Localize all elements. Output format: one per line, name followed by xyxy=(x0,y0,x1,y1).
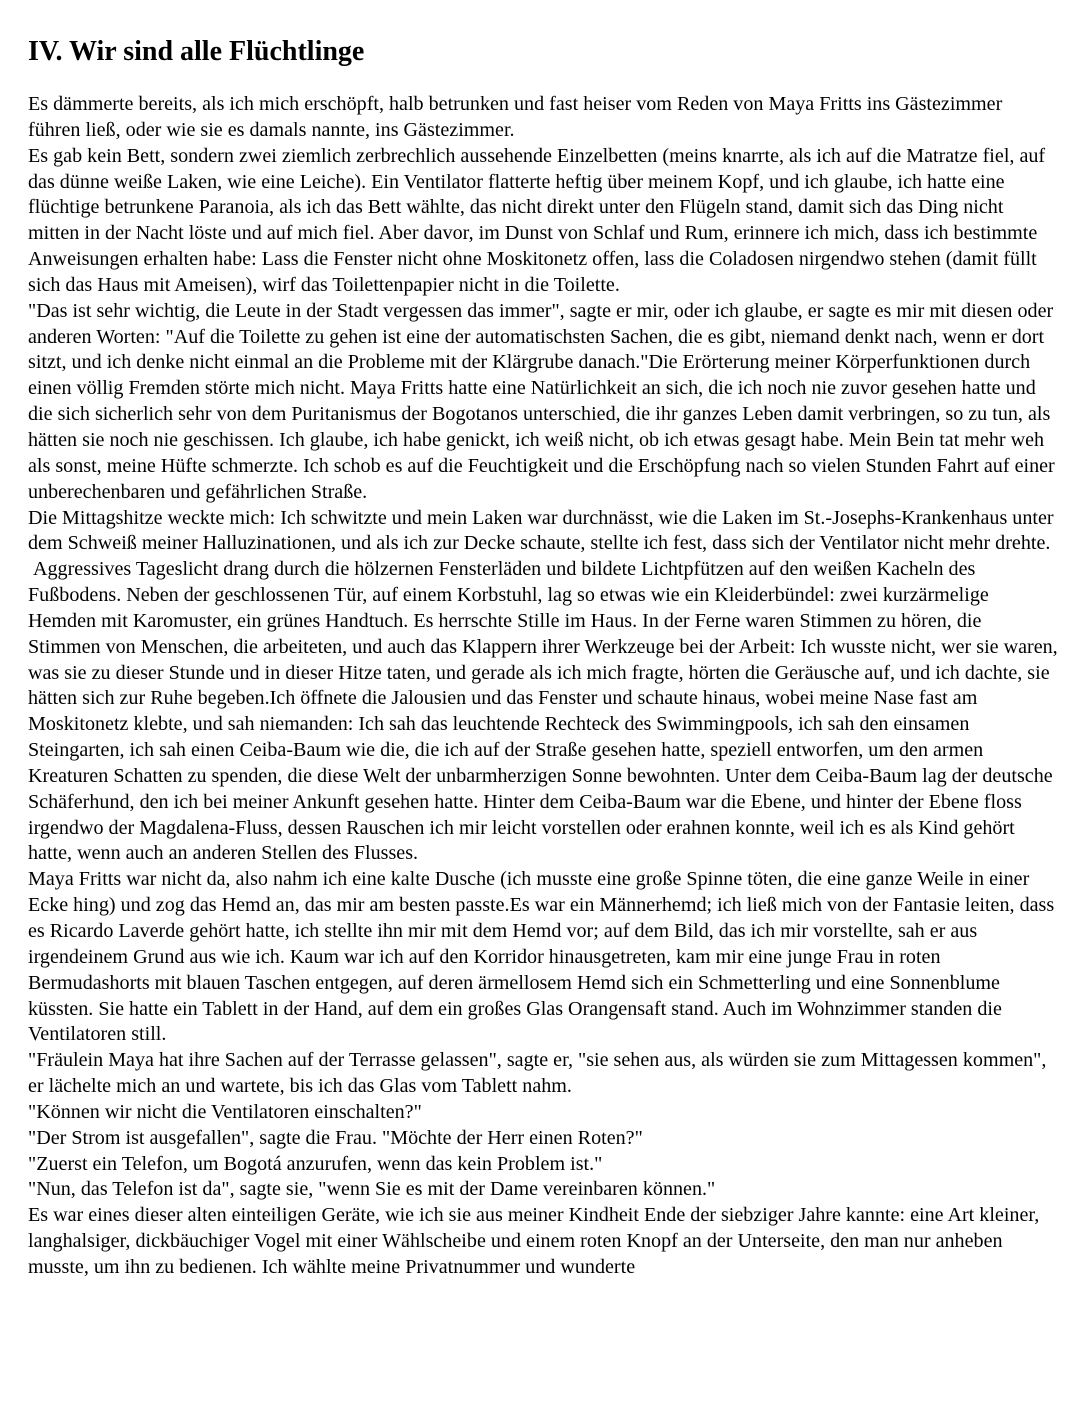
paragraph: Es gab kein Bett, sondern zwei ziemlich zerbrechlich aussehende Einzelbetten (meins knarrte, als ich auf die Matratze fiel, auf das dünne weiße Laken, wie eine Leiche). Ein Ventilator flatterte heftig über meinem Kopf, und ich glaube, ich hatte eine flüchtige betrunkene Paranoia, als ich das Bett wählte, das nicht direkt unter den Flügeln stand, damit sich das Ding nicht mitten in der Nacht löste und auf mich fiel. Aber davor, im Dunst von Schlaf und Rum, erinnere ich mich, dass ich bestimmte Anweisungen erhalten habe: Lass die Fenster nicht ohne Moskitonetz offen, lass die Coladosen nirgendwo stehen (damit füllt sich das Haus mit Ameisen), wirf das Toilettenpapier nicht in die Toilette. xyxy=(28,144,1046,296)
document-body xyxy=(28,92,1058,1281)
paragraph: Maya Fritts war nicht da, also nahm ich eine kalte Dusche (ich musste eine große Spinne töten, die eine ganze Weile in einer Ecke hing) und zog das Hemd an, das mir am besten passte.Es war ein Männerhemd; ich ließ mich von der Fantasie leiten, dass es Ricardo Laverde gehört hatte, ich stellte ihn mir mit dem Hemd vor; auf dem Bild, das ich mir vorstellte, sah er aus irgendeinem Grund aus wie ich. Kaum war ich auf den Korridor hinausgetreten, kam mir eine junge Frau in roten Bermudashorts mit blauen Taschen entgegen, auf deren ärmellosem Hemd sich ein Schmetterling und eine Sonnenblume küssten. Sie hatte ein Tablett in der Hand, auf dem ein großes Glas Orangensaft stand. Auch im Wohnzimmer standen die Ventilatoren still. xyxy=(28,868,1055,1046)
paragraph: "Nun, das Telefon ist da", sagte sie, "wenn Sie es mit der Dame vereinbaren können." xyxy=(28,1178,716,1201)
paragraph: "Zuerst ein Telefon, um Bogotá anzurufen, wenn das kein Problem ist." xyxy=(28,1152,603,1175)
paragraph: "Der Strom ist ausgefallen", sagte die Frau. "Möchte der Herr einen Roten?" xyxy=(28,1126,643,1149)
paragraph: "Das ist sehr wichtig, die Leute in der Stadt vergessen das immer", sagte er mir, oder ich glaube, er sagte es mir mit diesen oder anderen Worten: "Auf die Toilette zu gehen ist eine der automatischsten Sachen, die es gibt, niemand denkt nach, wenn er dort sitzt, und ich denke nicht einmal an die Probleme mit der Klärgrube danach."Die Erörterung meiner Körperfunktionen durch einen völlig Fremden störte mich nicht. Maya Fritts hatte eine Natürlichkeit an sich, die ich noch nie zuvor gesehen hatte und die sich sicherlich sehr von dem Puritanismus der Bogotanos unterschied, die ihr ganzes Leben damit verbringen, so zu tun, als hätten sie noch nie geschissen. Ich glaube, ich habe genickt, ich weiß nicht, ob ich etwas gesagt habe. Mein Bein tat mehr weh als sonst, meine Hüfte schmerzte. Ich schob es auf die Feuchtigkeit und die Erschöpfung nach so vielen Stunden Fahrt auf einer unberechenbaren und gefährlichen Straße. xyxy=(28,299,1055,503)
paragraph: Aggressives Tageslicht drang durch die hölzernen Fensterläden und bildete Lichtpfützen auf den weißen Kacheln des Fußbodens. Neben der geschlossenen Tür, auf einem Korbstuhl, lag so etwas wie ein Kleiderbündel: zwei kurzärmelige Hemden mit Karomuster, ein grünes Handtuch. Es herrschte Stille im Haus. In der Ferne waren Stimmen zu hören, die Stimmen von Menschen, die arbeiteten, und auch das Klappern ihrer Werkzeuge bei der Arbeit: Ich wusste nicht, wer sie waren, was sie zu dieser Stunde und in dieser Hitze taten, und gerade als ich mich fragte, hörten die Geräusche auf, und ich dachte, sie hätten sich zur Ruhe begeben.Ich öffnete die Jalousien und das Fenster und schaute hinaus, wobei meine Nase fast am Moskitonetz klebte, und sah niemanden: Ich sah das leuchtende Rechteck des Swimmingpools, ich sah den einsamen Steingarten, ich sah einen Ceiba-Baum wie die, die ich auf der Straße gesehen hatte, speziell entworfen, um den armen Kreaturen Schatten zu spenden, die diese Welt der unbarmherzigen Sonne bewohnten. Unter dem Ceiba-Baum lag der deutsche Schäferhund, den ich bei meiner Ankunft gesehen hatte. Hinter dem Ceiba-Baum war die Ebene, und hinter der Ebene floss irgendwo der Magdalena-Fluss, dessen Rauschen ich mir leicht vorstellen oder erahnen konnte, weil ich es als Kind gehört hatte, wenn auch an anderen Stellen des Flusses. xyxy=(28,558,1058,865)
paragraph: Es war eines dieser alten einteiligen Geräte, wie ich sie aus meiner Kindheit Ende der siebziger Jahre kannte: eine Art kleiner, langhalsiger, dickbäuchiger Vogel mit einer Wählscheibe und einem roten Knopf an der Unterseite, den man nur anheben musste, um ihn zu bedienen. Ich wählte meine Privatnummer und wunderte xyxy=(28,1204,1040,1278)
document-page xyxy=(28,34,1058,1281)
paragraph: "Können wir nicht die Ventilatoren einschalten?" xyxy=(28,1100,422,1123)
paragraph: "Fräulein Maya hat ihre Sachen auf der Terrasse gelassen", sagte er, "sie sehen aus, als würden sie zum Mittagessen kommen", er lächelte mich an und wartete, bis ich das Glas vom Tablett nahm. xyxy=(28,1049,1047,1098)
chapter-title: IV. Wir sind alle Flüchtlinge xyxy=(28,36,365,67)
paragraph: Die Mittagshitze weckte mich: Ich schwitzte und mein Laken war durchnässt, wie die Laken im St.-Josephs-Krankenhaus unter dem Schweiß meiner Halluzinationen, und als ich zur Decke schaute, stellte ich fest, dass sich der Ventilator nicht mehr drehte. xyxy=(28,506,1054,555)
paragraph: Es dämmerte bereits, als ich mich erschöpft, halb betrunken und fast heiser vom Reden von Maya Fritts ins Gästezimmer führen ließ, oder wie sie es damals nannte, ins Gästezimmer. xyxy=(28,93,1003,141)
